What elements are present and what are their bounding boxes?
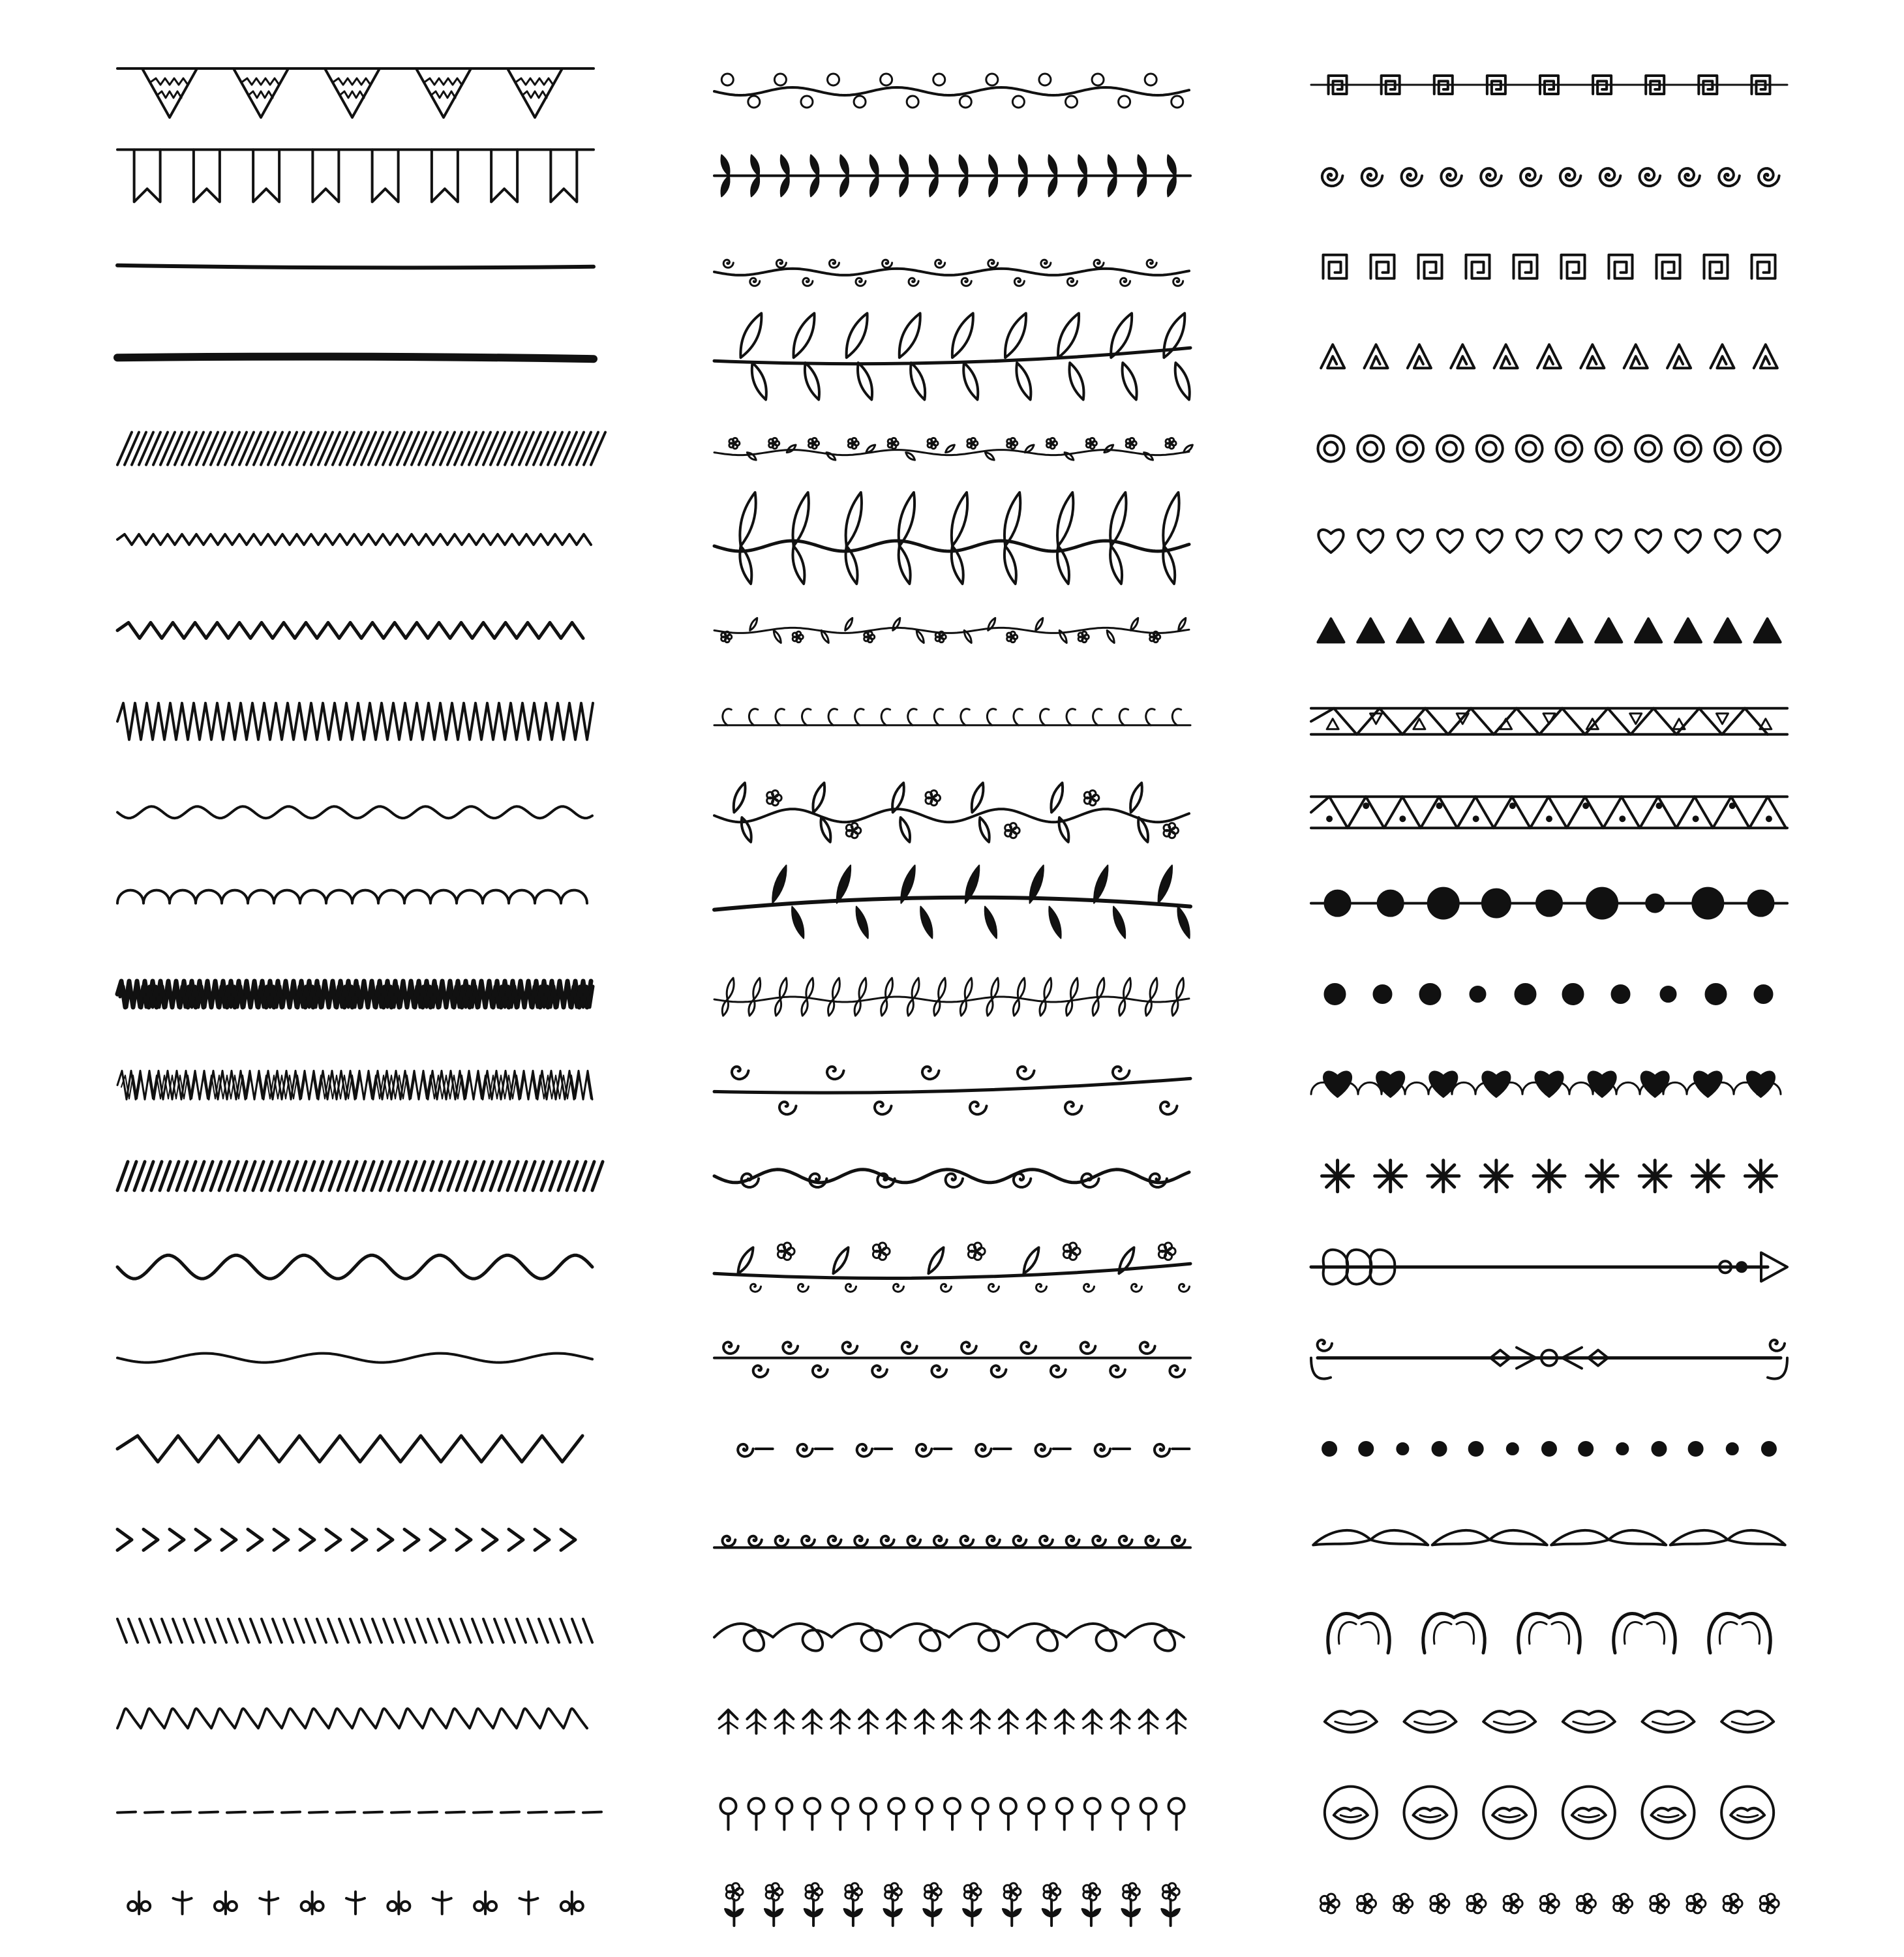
thick-line-border [117,357,594,359]
asterisks-border [1322,1161,1777,1192]
large-dots-on-line-border [1311,888,1787,919]
solid-hearts-border [1311,1072,1781,1097]
thin-line-border [117,265,594,268]
heavy-scribble-border [117,981,593,1007]
